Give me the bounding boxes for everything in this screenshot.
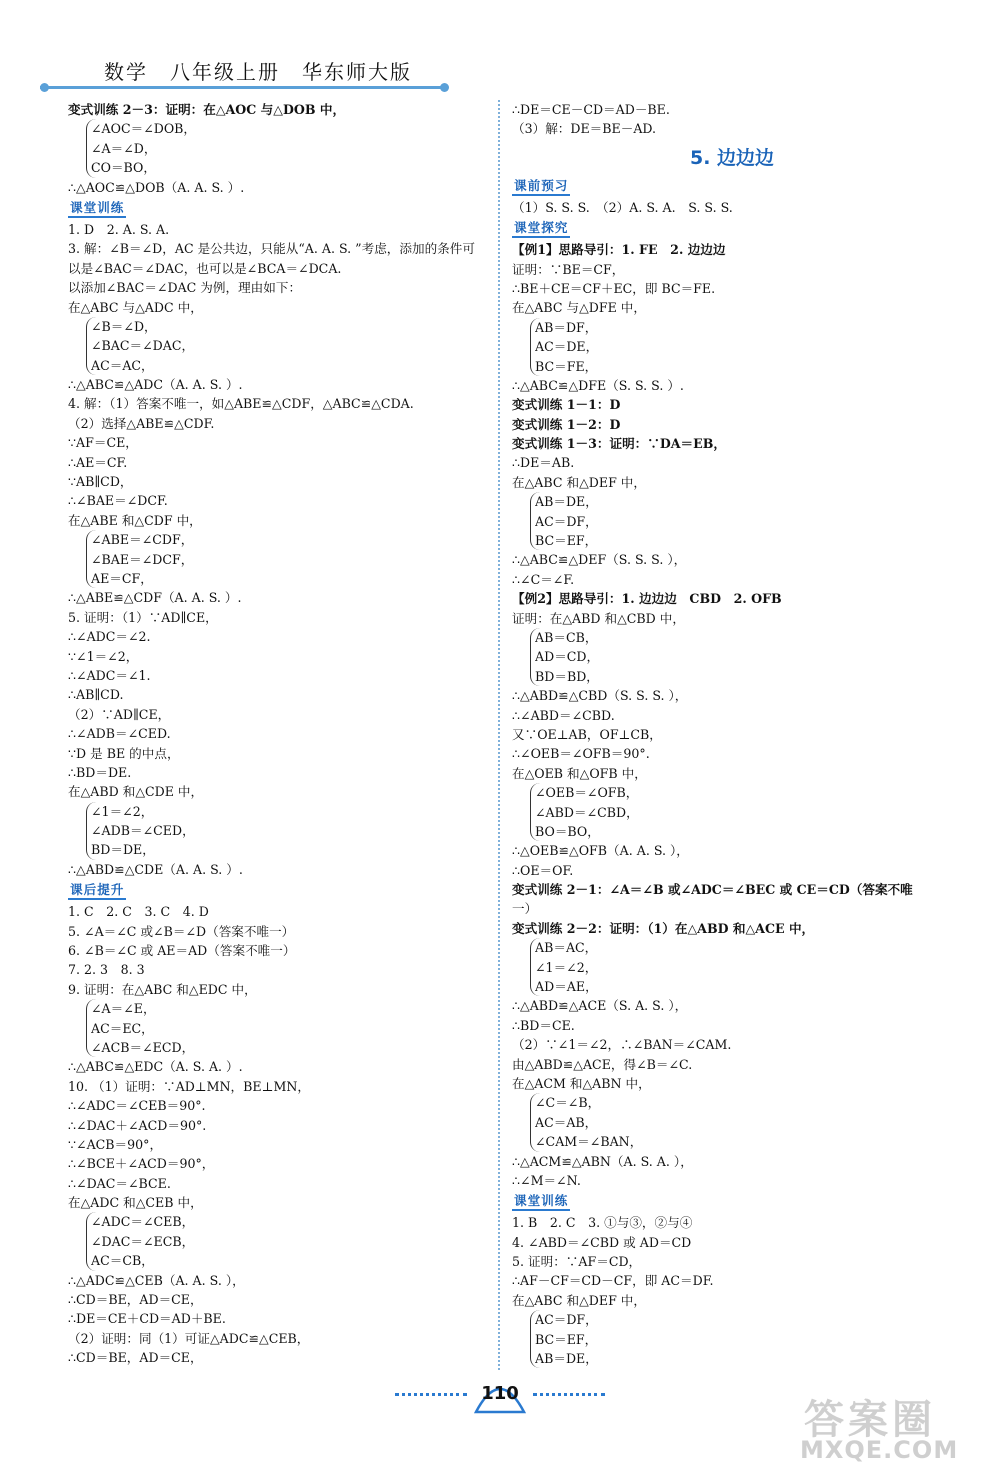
answer-line: 一） <box>512 901 538 917</box>
section-tag: 课堂训练 <box>68 200 126 218</box>
condition-line: BO＝BO， <box>535 823 600 839</box>
answer-line: 变式训练 2－1：∠A＝∠B 或∠ADC＝∠BEC 或 CE＝CD（答案不唯 <box>512 882 913 898</box>
answer-line: 6. ∠B＝∠C 或 AE＝AD（答案不唯一） <box>68 943 296 959</box>
condition-line: ∠ADB＝∠CED， <box>91 823 195 839</box>
answer-line: 1. B 2. C 3. ①与③，②与④ <box>512 1215 693 1231</box>
condition-brace <box>86 999 488 1057</box>
condition-brace <box>86 530 488 588</box>
answer-line: 3. 解：∠B＝∠D，AC 是公共边，只能从“A. A. S. ”考虑，添加的条件可 <box>68 241 475 257</box>
condition-line: BC＝EF， <box>535 1331 598 1347</box>
condition-line: AC＝DF， <box>535 1312 598 1328</box>
header-rule-dot <box>40 83 49 92</box>
answer-line: ∵∠1＝∠2， <box>68 648 139 664</box>
answer-line: 5. ∠A＝∠C 或∠B＝∠D（答案不唯一） <box>68 923 295 939</box>
answer-line: ∴△ABE≌△CDF（A. A. S. ）. <box>68 590 242 606</box>
answer-line: 9. 证明：在△ABC 和△EDC 中， <box>68 981 257 997</box>
answer-line: ∵AF＝CE， <box>68 435 138 451</box>
answer-line: ∴∠BAE＝∠DCF. <box>68 493 168 509</box>
condition-line: ∠1＝∠2， <box>91 803 154 819</box>
condition-line: AC＝AB， <box>535 1114 598 1130</box>
answer-line: ∴∠ABD＝∠CBD. <box>512 707 615 723</box>
answer-line: ∴BD＝DE. <box>68 764 132 780</box>
condition-line: AE＝CF， <box>91 570 153 586</box>
answer-line: ∴AB∥CD. <box>68 687 124 703</box>
answer-line: 以添加∠BAC＝∠DAC 为例，理由如下： <box>68 280 302 296</box>
condition-line: ∠BAC＝∠DAC， <box>91 338 195 354</box>
answer-line: ∴∠ADC＝∠2. <box>68 629 151 645</box>
condition-line: ∠ABE＝∠CDF， <box>91 532 194 548</box>
condition-line: BD＝BD， <box>535 668 599 684</box>
answer-line: ∴△AOC≌△DOB（A. A. S. ）. <box>68 179 245 195</box>
answer-line: 10. （1）证明：∵AD⊥MN，BE⊥MN， <box>68 1078 310 1094</box>
condition-line: ∠ABD＝∠CBD， <box>535 804 639 820</box>
left-column <box>68 100 488 1368</box>
watermark-text: 答案圈 <box>804 1397 936 1443</box>
answer-line: ∴∠OEB＝∠OFB＝90°. <box>512 746 650 762</box>
answer-line: 在△ADC 和△CEB 中， <box>68 1195 203 1211</box>
answer-line: ∴CD＝BE，AD＝CE， <box>68 1350 203 1366</box>
answer-line: ∴△ABC≌△DEF（S. S. S. ）， <box>512 552 687 568</box>
answer-line: ∴△ADC≌△CEB（A. A. S. ）， <box>68 1272 245 1288</box>
answer-line: 由△ABD≌△ACE，得∠B＝∠C. <box>512 1056 693 1072</box>
section-tag: 课堂探究 <box>512 220 570 238</box>
condition-line: ∠C＝∠B， <box>535 1095 601 1111</box>
answer-line: ∴△ABC≌△ADC（A. A. S. ）. <box>68 377 243 393</box>
answer-line: ∴△ABD≌△CDE（A. A. S. ）. <box>68 861 243 877</box>
answer-line: ∴DE＝AB. <box>512 455 575 471</box>
answer-line: ∵∠ACB＝90°， <box>68 1136 163 1152</box>
condition-line: AC＝AC， <box>91 357 154 373</box>
answer-line: ∵AB∥CD， <box>68 474 133 490</box>
condition-line: BC＝EF， <box>535 533 598 549</box>
answer-line: 7. 2. 3 8. 3 <box>68 962 145 978</box>
footer-dots-right <box>533 1393 605 1396</box>
condition-line: ∠B＝∠D， <box>91 318 157 334</box>
answer-line: ∴△ACM≌△ABN（A. S. A. ）， <box>512 1153 693 1169</box>
condition-line: AC＝EC， <box>91 1020 154 1036</box>
answer-line: ∴AF－CF＝CD－CF，即 AC＝DF. <box>512 1273 714 1289</box>
section-title: 5. 边边边 <box>689 146 775 169</box>
answer-line: ∴∠BCE＋∠ACD＝90°， <box>68 1156 215 1172</box>
condition-line: ∠ACB＝∠ECD， <box>91 1039 195 1055</box>
answer-line: 【例1】思路导引：1. FE 2. 边边边 <box>512 242 726 258</box>
answer-line: ∴∠M＝∠N. <box>512 1172 581 1188</box>
answer-line: （3）解：DE＝BE－AD. <box>512 121 657 137</box>
section-tag: 课后提升 <box>68 882 126 900</box>
answer-line: （2）∵∠1＝∠2，∴∠BAN＝∠CAM. <box>512 1037 732 1053</box>
column-divider <box>498 100 500 1370</box>
condition-line: CO＝BO， <box>91 160 156 176</box>
condition-line: ∠A＝∠D， <box>91 140 157 156</box>
condition-brace <box>86 317 488 375</box>
answer-line: 变式训练 1－3：证明：∵DA＝EB， <box>512 436 726 452</box>
answer-line: ∴∠DAC＝∠BCE. <box>68 1175 171 1191</box>
watermark-url: MXQE.COM <box>800 1436 959 1464</box>
answer-line: ∴△ABD≌△ACE（S. A. S. ）， <box>512 998 688 1014</box>
answer-line: ∵D 是 BE 的中点， <box>68 745 180 761</box>
footer-dots-left <box>395 1393 467 1396</box>
answer-line: 5. 证明：（1）∵AD∥CE， <box>68 609 218 625</box>
answer-line: 1. D 2. A. S. A. <box>68 221 170 237</box>
answer-line: ∴△ABC≌△DFE（S. S. S. ）. <box>512 377 684 393</box>
condition-line: BD＝DE， <box>91 842 155 858</box>
answer-line: ∴BD＝CE. <box>512 1017 575 1033</box>
answer-line: 以是∠BAC＝∠DAC，也可以是∠BCA＝∠DCA. <box>68 260 342 276</box>
answer-line: 在△ABC 和△DEF 中， <box>512 1292 646 1308</box>
header-title: 数学 八年级上册 华东师大版 <box>104 60 412 84</box>
condition-line: AD＝CD， <box>535 649 600 665</box>
condition-brace <box>86 119 488 177</box>
condition-brace <box>86 1212 488 1270</box>
condition-brace <box>530 783 952 841</box>
condition-brace <box>530 628 952 686</box>
answer-line: 变式训练 1－2：D <box>512 416 621 432</box>
answer-line: 在△ABC 与△ADC 中， <box>68 299 203 315</box>
answer-line: ∴∠ADC＝∠1. <box>68 667 151 683</box>
answer-line: 证明：∵BE＝CF， <box>512 261 625 277</box>
answer-line: 【例2】思路导引：1. 边边边 CBD 2. OFB <box>512 591 782 607</box>
answer-line: ∴∠ADC＝∠CEB＝90°. <box>68 1098 206 1114</box>
condition-brace <box>530 1093 952 1151</box>
answer-line: 4. 解：（1）答案不唯一，如△ABE≌△CDF，△ABC≌△CDA. <box>68 396 414 412</box>
answer-line: 在△ABC 与△DFE 中， <box>512 300 646 316</box>
answer-line: ∴△ABD≌△CBD（S. S. S. ）， <box>512 688 688 704</box>
answer-line: 变式训练 2－3：证明：在△AOC 与△DOB 中， <box>68 102 346 117</box>
answer-line: 4. ∠ABD＝∠CBD 或 AD＝CD <box>512 1234 692 1250</box>
answer-line: ∴CD＝BE，AD＝CE， <box>68 1292 203 1308</box>
page-number <box>470 1372 530 1416</box>
condition-line: AC＝DF， <box>535 513 598 529</box>
condition-line: ∠OEB＝∠OFB， <box>535 785 639 801</box>
condition-line: ∠ADC＝∠CEB， <box>91 1214 195 1230</box>
answer-line: 在△ABC 和△DEF 中， <box>512 474 646 490</box>
condition-line: ∠A＝∠E， <box>91 1001 156 1017</box>
answer-line: ∴DE＝CE－CD＝AD－BE. <box>512 102 670 117</box>
answer-line: ∴∠DAC＋∠ACD＝90°. <box>68 1117 207 1133</box>
answer-line: ∴BE＋CE＝CF＋EC，即 BC＝FE. <box>512 280 716 296</box>
answer-line: （1）S. S. S. （2）A. S. A. S. S. S. <box>512 199 733 215</box>
answer-line: 在△ABE 和△CDF 中， <box>68 512 202 528</box>
condition-line: AD＝AE， <box>535 979 598 995</box>
answer-line: （2）证明：同（1）可证△ADC≌△CEB， <box>68 1330 310 1346</box>
page-number-text: 110 <box>481 1383 519 1404</box>
condition-line: AB＝DE， <box>535 1351 598 1367</box>
condition-line: ∠AOC＝∠DOB， <box>91 121 197 137</box>
answer-line: 又∵OE⊥AB，OF⊥CB， <box>512 726 662 742</box>
answer-line: 在△ABD 和△CDE 中， <box>68 784 204 800</box>
answer-line: ∴∠ADB＝∠CED. <box>68 726 171 742</box>
page-header <box>0 0 1000 100</box>
answer-line: 证明：在△ABD 和△CBD 中， <box>512 610 685 626</box>
answer-line: ∴AE＝CF. <box>68 454 128 470</box>
condition-brace <box>530 318 952 376</box>
answer-line: （2）∵AD∥CE， <box>68 706 171 722</box>
answer-line: ∴DE＝CE＋CD＝AD＋BE. <box>68 1311 226 1327</box>
answer-line: 变式训练 2－2：证明：（1）在△ABD 和△ACE 中， <box>512 920 815 936</box>
condition-brace <box>530 1310 952 1368</box>
answer-line: ∴OE＝OF. <box>512 862 574 878</box>
header-rule <box>40 86 445 89</box>
watermark-logo <box>784 1388 990 1466</box>
condition-brace <box>86 802 488 860</box>
answer-line: 5. 证明：∵AF＝CD， <box>512 1254 642 1270</box>
section-tag: 课堂训练 <box>512 1193 570 1211</box>
answer-line: 在△ACM 和△ABN 中， <box>512 1075 651 1091</box>
condition-line: AB＝DF， <box>535 319 598 335</box>
condition-brace <box>530 492 952 550</box>
right-column <box>512 100 952 1368</box>
answer-line: ∴∠C＝∠F. <box>512 571 575 587</box>
answer-line: 在△OEB 和△OFB 中， <box>512 765 647 781</box>
condition-brace <box>530 938 952 996</box>
condition-line: BC＝FE， <box>535 358 598 374</box>
condition-line: ∠1＝∠2， <box>535 959 598 975</box>
answer-line: ∴△ABC≌△EDC（A. S. A. ）. <box>68 1059 243 1075</box>
condition-line: ∠DAC＝∠ECB， <box>91 1233 195 1249</box>
condition-line: AB＝CB， <box>535 629 598 645</box>
condition-line: AC＝DE， <box>535 339 599 355</box>
condition-line: ∠BAE＝∠DCF， <box>91 551 194 567</box>
condition-line: AB＝DE， <box>535 494 598 510</box>
answer-line: ∴△OEB≌△OFB（A. A. S. ）， <box>512 843 689 859</box>
answer-line: 变式训练 1－1：D <box>512 397 621 413</box>
condition-line: AC＝CB， <box>91 1253 154 1269</box>
condition-line: AB＝AC， <box>535 940 598 956</box>
answer-line: （2）选择△ABE≌△CDF. <box>68 415 215 431</box>
answer-line: 1. C 2. C 3. C 4. D <box>68 904 209 920</box>
header-rule-dot <box>440 83 449 92</box>
section-tag: 课前预习 <box>512 178 570 196</box>
condition-line: ∠CAM＝∠BAN， <box>535 1134 643 1150</box>
